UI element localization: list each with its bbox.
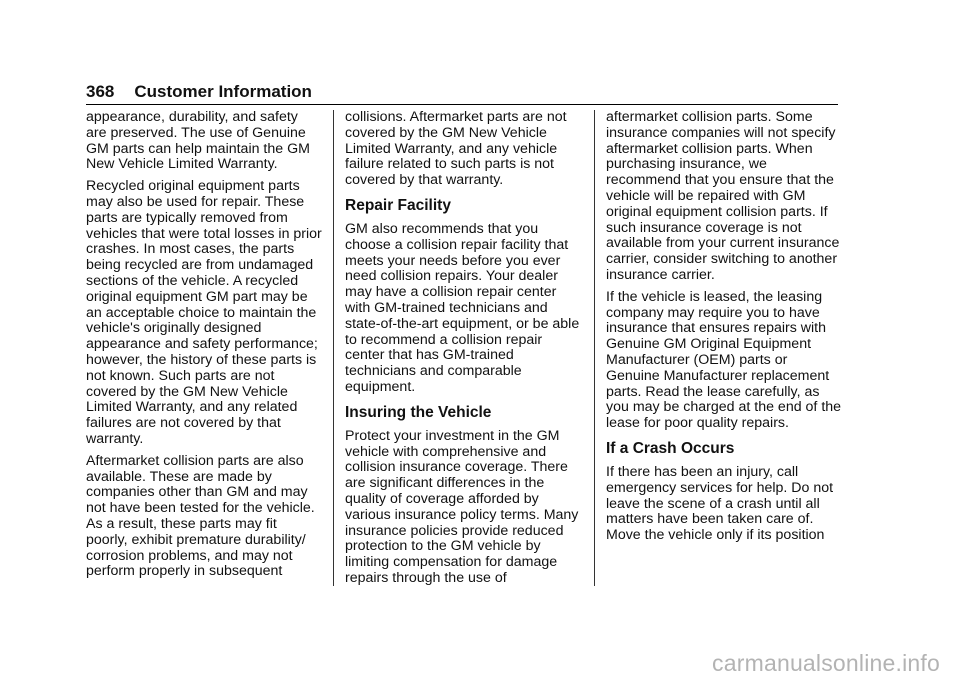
text-column-2: [345, 110, 583, 593]
paragraph: appearance, durability, and safety are preserved. The use of Genuine GM parts can help maintain the GM New Vehicle Limited Warranty.: [86, 109, 310, 173]
paragraph: Recycled original equipment parts may also be used for repair. These parts are typically removed from vehicles that were total losses in prior crashes. In most cases, the parts being recycled are from undamaged sections of the vehicle. A recycled original equipment GM part may be an acceptable choice to maintain the vehicle's originally designed appearance and safety performance; however, the history of these parts is not known. Such parts are not covered by the GM New Vehicle Limited Warranty, and any related failures are not covered by that warranty.: [86, 178, 322, 447]
paragraph: Protect your investment in the GM vehicle with comprehensive and collision insurance coverage. There are significant differences in the quality of coverage afforded by various insurance policy terms. Many insurance policies provide reduced protection to the GM vehicle by limiting compensation for damage repairs through the use of: [345, 427, 579, 586]
paragraph: If there has been an injury, call emergency services for help. Do not leave the scene of a crash until all matters have been taken care of. Move the vehicle only if its position: [606, 463, 834, 544]
paragraph: Aftermarket collision parts are also available. These are made by companies other than GM and may not have been tested for the vehicle. As a result, these parts may fit poorly, exhibit premature durability/ corrosion problems, and may not perform properly in subsequent: [86, 452, 315, 580]
text-column-3: [606, 110, 842, 550]
paragraph: GM also recommends that you choose a collision repair facility that meets your needs before you ever need collision repairs. Your dealer may have a collision repair center with GM-trained technicians and state-of-the-art equipment, or be able to recommend a collision repair center that has GM-trained technicians and comparable equipment.: [345, 220, 580, 395]
text-column-1: [86, 110, 322, 586]
page-number: 368: [86, 82, 115, 101]
watermark: carmanualsonline.info: [712, 650, 940, 676]
paragraph: collisions. Aftermarket parts are not covered by the GM New Vehicle Limited Warranty, and any vehicle failure related to such parts is not covered by that warranty.: [345, 109, 567, 189]
section-title: Customer Information: [134, 82, 312, 101]
page-header: [86, 82, 838, 105]
heading-insuring-the-vehicle: Insuring the Vehicle: [345, 403, 492, 421]
column-divider: [333, 110, 334, 586]
heading-if-a-crash-occurs: If a Crash Occurs: [606, 439, 735, 457]
paragraph: If the vehicle is leased, the leasing company may require you to have insurance that ensures repairs with Genuine GM Original Equipment Manufacturer (OEM) parts or Genuine Manufacturer replacement parts. Read the lease carefully, as you may be charged at the end of the lease for poor quality repairs.: [606, 288, 842, 432]
column-divider: [594, 110, 595, 586]
heading-repair-facility: Repair Facility: [345, 196, 451, 214]
paragraph: aftermarket collision parts. Some insurance companies will not specify aftermarket collision parts. When purchasing insurance, we recommend that you ensure that the vehicle will be repaired with GM original equipment collision parts. If such insurance coverage is not available from your current insurance carrier, consider switching to another insurance carrier.: [606, 109, 840, 283]
